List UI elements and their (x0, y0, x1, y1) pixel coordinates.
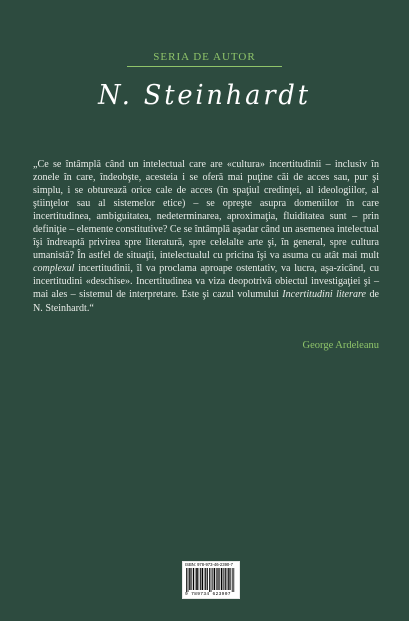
attribution: George Ardeleanu (302, 340, 379, 351)
blurb-part-3: de N. Steinhardt.“ (33, 289, 379, 314)
isbn-label: ISBN: 978-973-46-2390-7 (185, 562, 233, 567)
series-divider (127, 66, 282, 67)
blurb-emphasis-1: complexul (33, 263, 75, 275)
blurb-text (33, 158, 379, 315)
blurb-part-1: „Ce se întâmplă când un intelectual care are «cultura» incertitudinii – inclusiv în zonele în care, îndeobşte, acesteia i se oferă mai puţine căi de acces sau, pur şi simplu, i se obturează orice cale de acces (în spaţiul credinţei, al ideologiilor, al ştiinţelor sau al sistemelor etice) – se opreşte asupra domeniilor în care incertitudinea, ambiguitatea, nedeterminarea, aproximaţia, fluiditatea sunt – prin definiţie – elemente constitutive? Ce se întâmplă aşadar când un asemenea intelectual îşi îndreaptă privirea spre literatură, spre celelalte arte şi, în general, spre cultura umanistă? În astfel de situaţii, intelectualul cu pricina îşi va asuma cu atât mai mult (33, 159, 379, 262)
isbn-barcode-box (182, 561, 240, 599)
author-signature: N. Steinhardt (98, 80, 311, 111)
series-label: SERIA DE AUTOR (153, 51, 256, 63)
blurb-emphasis-2: Incertitudini literare (282, 289, 367, 301)
blurb-part-2: incertitudinii, îl va proclama aproape ostentativ, va lucra, aşa-zicând, cu incertitudini «deschise». Incertitudinea va viza deopotrivă obiectul investigaţiei şi – mai ales – sistemul de interpretare. Este şi cazul volumului (33, 263, 379, 301)
barcode-digits: 9 789734 623907 (185, 592, 231, 597)
barcode-icon (186, 568, 236, 592)
